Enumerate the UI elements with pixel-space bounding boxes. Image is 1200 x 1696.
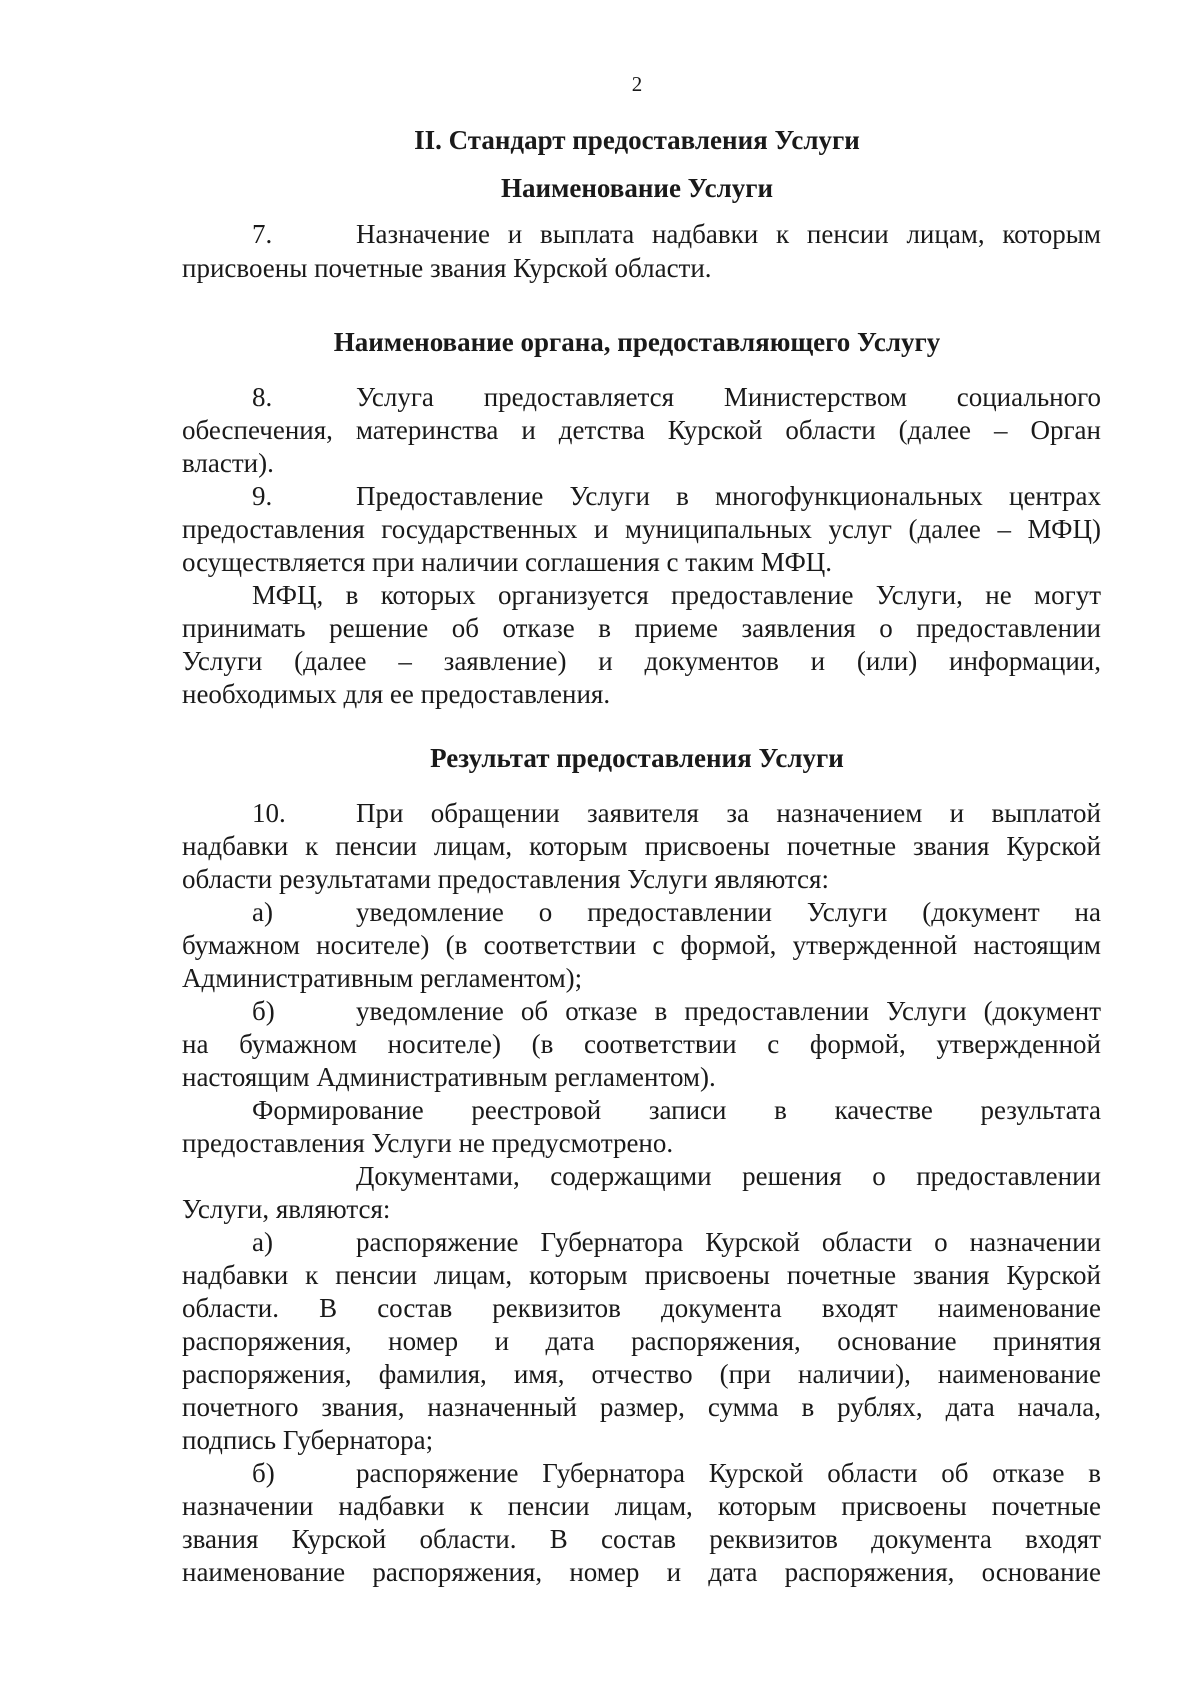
page-number: 2	[631, 72, 643, 96]
paragraph-line: Услуги (далее – заявление) и документов и (или) информации,	[182, 646, 1101, 676]
paragraph-line: на бумажном носителе) (в соответствии с формой, утвержденной	[182, 1029, 1101, 1059]
paragraph-line: При обращении заявителя за назначением и выплатой	[356, 798, 1101, 828]
paragraph-line: Административным регламентом);	[182, 963, 583, 993]
list-marker: а)	[252, 897, 273, 927]
paragraph-number: 7.	[252, 219, 273, 249]
paragraph-line: принимать решение об отказе в приеме заявления о предоставлении	[182, 613, 1101, 643]
paragraph-number: 10.	[252, 798, 286, 828]
paragraph-line: присвоены почетные звания Курской области.	[182, 253, 712, 283]
paragraph-line: наименование распоряжения, номер и дата распоряжения, основание	[182, 1557, 1101, 1587]
paragraph-line: осуществляется при наличии соглашения с таким МФЦ.	[182, 547, 833, 577]
paragraph-line: надбавки к пенсии лицам, которым присвоены почетные звания Курской	[182, 1260, 1101, 1290]
paragraph-line: подпись Губернатора;	[182, 1425, 434, 1455]
list-marker: б)	[252, 996, 275, 1026]
paragraph-number: 9.	[252, 481, 273, 511]
paragraph-line: распоряжение Губернатора Курской области об отказе в	[356, 1458, 1101, 1488]
paragraph-line: надбавки к пенсии лицам, которым присвоены почетные звания Курской	[182, 831, 1101, 861]
paragraph-line: области. В состав реквизитов документа входят наименование	[182, 1293, 1101, 1323]
paragraph-line: Предоставление Услуги в многофункциональных центрах	[356, 481, 1101, 511]
paragraph-line: настоящим Административным регламентом).	[182, 1062, 716, 1092]
organ-heading: Наименование органа, предоставляющего Услугу	[333, 327, 941, 357]
paragraph-line: области результатами предоставления Услуги являются:	[182, 864, 829, 894]
paragraph-line: почетного звания, назначенный размер, сумма в рублях, дата начала,	[182, 1392, 1101, 1422]
paragraph-line: распоряжения, номер и дата распоряжения, основание принятия	[182, 1326, 1101, 1356]
paragraph-line: МФЦ, в которых организуется предоставление Услуги, не могут	[252, 580, 1101, 610]
paragraph-line: бумажном носителе) (в соответствии с формой, утвержденной настоящим	[182, 930, 1101, 960]
list-marker: б)	[252, 1458, 275, 1488]
paragraph-line: распоряжение Губернатора Курской области о назначении	[356, 1227, 1101, 1257]
paragraph-line: Назначение и выплата надбавки к пенсии лицам, которым	[356, 219, 1101, 249]
paragraph-line: распоряжения, фамилия, имя, отчество (при наличии), наименование	[182, 1359, 1101, 1389]
service-name-heading: Наименование Услуги	[500, 173, 774, 203]
paragraph-line: уведомление о предоставлении Услуги (документ на	[356, 897, 1101, 927]
paragraph-line: Услуга предоставляется Министерством социального	[356, 382, 1101, 412]
paragraph-line: звания Курской области. В состав реквизитов документа входят	[182, 1524, 1101, 1554]
paragraph-line: Услуги, являются:	[182, 1194, 391, 1224]
section-heading: II. Стандарт предоставления Услуги	[414, 125, 860, 155]
paragraph-line: предоставления Услуги не предусмотрено.	[182, 1128, 674, 1158]
result-heading: Результат предоставления Услуги	[430, 743, 844, 773]
paragraph-line: Формирование реестровой записи в качестве результата	[252, 1095, 1101, 1125]
paragraph-line: необходимых для ее предоставления.	[182, 679, 611, 709]
paragraph-line: уведомление об отказе в предоставлении Услуги (документ	[356, 996, 1101, 1026]
paragraph-number: 8.	[252, 382, 273, 412]
paragraph-line: обеспечения, материнства и детства Курской области (далее – Орган	[182, 415, 1101, 445]
paragraph-line: Документами, содержащими решения о предоставлении	[356, 1161, 1101, 1191]
list-marker: а)	[252, 1227, 273, 1257]
paragraph-line: власти).	[182, 448, 274, 478]
paragraph-line: предоставления государственных и муниципальных услуг (далее – МФЦ)	[182, 514, 1101, 544]
paragraph-line: назначении надбавки к пенсии лицам, которым присвоены почетные	[182, 1491, 1101, 1521]
